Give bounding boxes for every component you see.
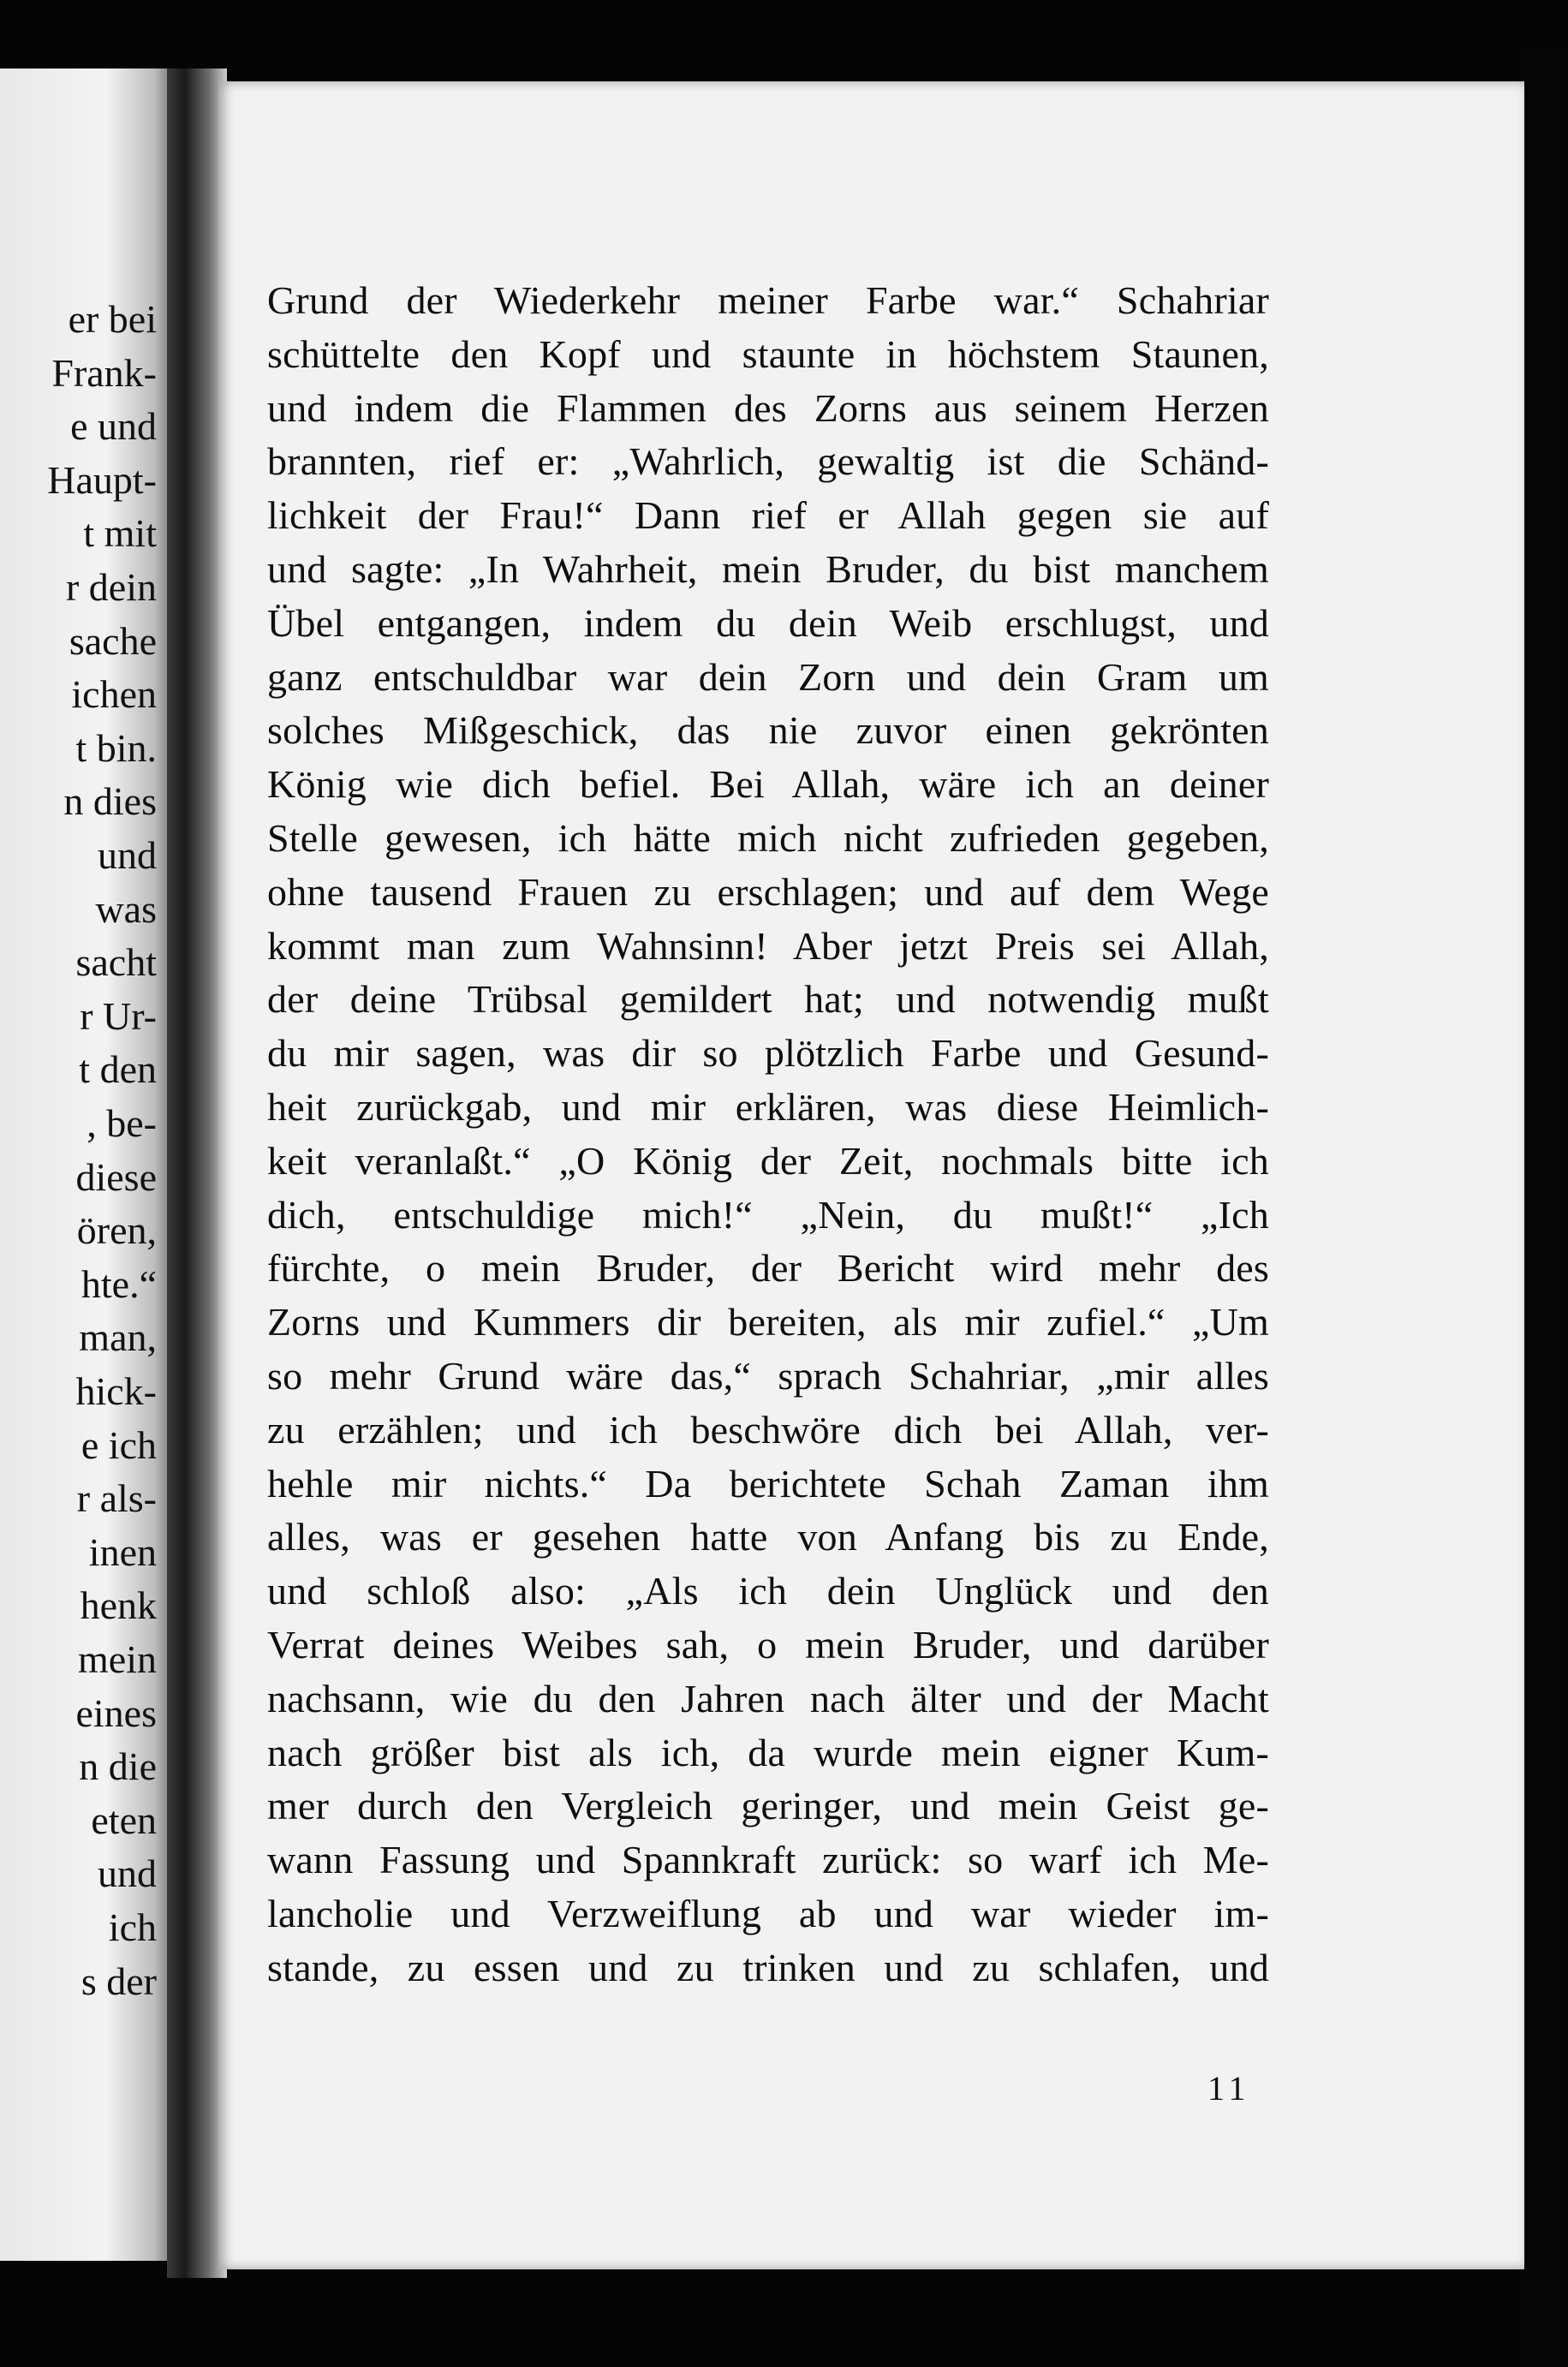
text-line: hehle mir nichts.“ Da berichtete Schah Zaman ihm (267, 1461, 1269, 1505)
text-line: lichkeit der Frau!“ Dann rief er Allah gegen sie auf (267, 493, 1269, 538)
text-line: und sagte: „In Wahrheit, mein Bruder, du bist manchem (267, 546, 1269, 591)
left-page-line: inen (88, 1529, 157, 1574)
left-page-line: henk (80, 1583, 157, 1628)
left-page-line: eines (75, 1690, 157, 1735)
text-line: lancholie und Verzweiflung ab und war wieder im- (267, 1891, 1269, 1935)
left-page-line: ich (108, 1905, 157, 1949)
left-page-line: r Ur- (80, 993, 157, 1038)
text-line: keit veranlaßt.“ „O König der Zeit, nochmals bitte ich (267, 1138, 1269, 1183)
left-page-line: hte.“ (80, 1261, 157, 1306)
left-page-line: t bin. (75, 725, 157, 770)
left-page-line: e ich (80, 1422, 157, 1467)
text-line: nach größer bist als ich, da wurde mein eigner Kum- (267, 1730, 1269, 1774)
text-line: fürchte, o mein Bruder, der Bericht wird mehr des (267, 1246, 1269, 1291)
left-page-line: ören, (76, 1208, 157, 1253)
text-line: solches Mißgeschick, das nie zuvor einen gekrönten (267, 708, 1269, 753)
text-line: zu erzählen; und ich beschwöre dich bei Allah, ver- (267, 1407, 1269, 1452)
text-line: ganz entschuldbar war dein Zorn und dein Gram um (267, 654, 1269, 699)
left-page-line: sacht (75, 940, 157, 985)
main-text-block (267, 274, 1269, 1995)
left-page-line: was (95, 886, 157, 931)
text-line: so mehr Grund wäre das,“ sprach Schahriar, „mir alles (267, 1353, 1269, 1398)
text-line: stande, zu essen und zu trinken und zu schlafen, und (267, 1945, 1269, 1989)
left-page-line: eten (91, 1798, 157, 1842)
text-line: schüttelte den Kopf und staunte in höchstem Staunen, (267, 331, 1269, 376)
left-page-line: n dies (63, 779, 157, 824)
text-line: brannten, rief er: „Wahrlich, gewaltig ist die Schänd- (267, 439, 1269, 484)
text-line: wann Fassung und Spannkraft zurück: so warf ich Me- (267, 1838, 1269, 1882)
left-page-line: s der (80, 1959, 157, 2003)
left-page-line: ichen (71, 672, 157, 717)
text-line: alles, was er gesehen hatte von Anfang bis zu Ende, (267, 1515, 1269, 1559)
text-line: der deine Trübsal gemildert hat; und notwendig mußt (267, 977, 1269, 1022)
left-page-line: t den (79, 1047, 157, 1092)
text-line: ohne tausend Frauen zu erschlagen; und auf dem Wege (267, 869, 1269, 914)
text-line: König wie dich befiel. Bei Allah, wäre ich an deiner (267, 762, 1269, 807)
text-line: nachsann, wie du den Jahren nach älter und der Macht (267, 1676, 1269, 1720)
text-line: Zorns und Kummers dir bereiten, als mir zufiel.“ „Um (267, 1300, 1269, 1344)
left-page-line: man, (79, 1315, 157, 1360)
page-number: 11 (1207, 2069, 1251, 2108)
left-page-line: sache (69, 618, 157, 663)
text-line: Stelle gewesen, ich hätte mich nicht zufrieden gegeben, (267, 815, 1269, 860)
text-line: kommt man zum Wahnsinn! Aber jetzt Preis sei Allah, (267, 923, 1269, 968)
left-page-line: Haupt- (47, 457, 157, 502)
left-page-line: e und (70, 404, 157, 449)
left-page-line: , be- (86, 1101, 157, 1145)
left-page-line: t mit (83, 511, 157, 556)
text-line: mer durch den Vergleich geringer, und mein Geist ge- (267, 1784, 1269, 1828)
left-page-line: r dein (65, 565, 157, 609)
text-line: Grund der Wiederkehr meiner Farbe war.“ Schahriar (267, 278, 1269, 322)
left-page-line: Frank- (51, 350, 157, 395)
left-page (0, 69, 176, 2261)
left-page-line: und (98, 833, 157, 877)
text-line: Übel entgangen, indem du dein Weib erschlugst, und (267, 600, 1269, 645)
text-line: du mir sagen, was dir so plötzlich Farbe und Gesund- (267, 1031, 1269, 1076)
left-page-line: und (98, 1851, 157, 1896)
left-page-line: n die (79, 1744, 157, 1789)
text-line: heit zurückgab, und mir erklären, was diese Heimlich- (267, 1084, 1269, 1129)
left-page-line: r als- (76, 1476, 157, 1521)
text-line: und indem die Flammen des Zorns aus seinem Herzen (267, 385, 1269, 430)
text-line: dich, entschuldige mich!“ „Nein, du mußt!“ „Ich (267, 1192, 1269, 1237)
left-page-line: hick- (75, 1369, 157, 1413)
text-line: und schloß also: „Als ich dein Unglück und den (267, 1569, 1269, 1613)
scan-border (1524, 51, 1568, 2367)
left-page-line: diese (75, 1154, 157, 1199)
text-line: Verrat deines Weibes sah, o mein Bruder, und darüber (267, 1622, 1269, 1666)
left-page-line: mein (78, 1637, 157, 1681)
left-page-line: er bei (68, 297, 157, 341)
